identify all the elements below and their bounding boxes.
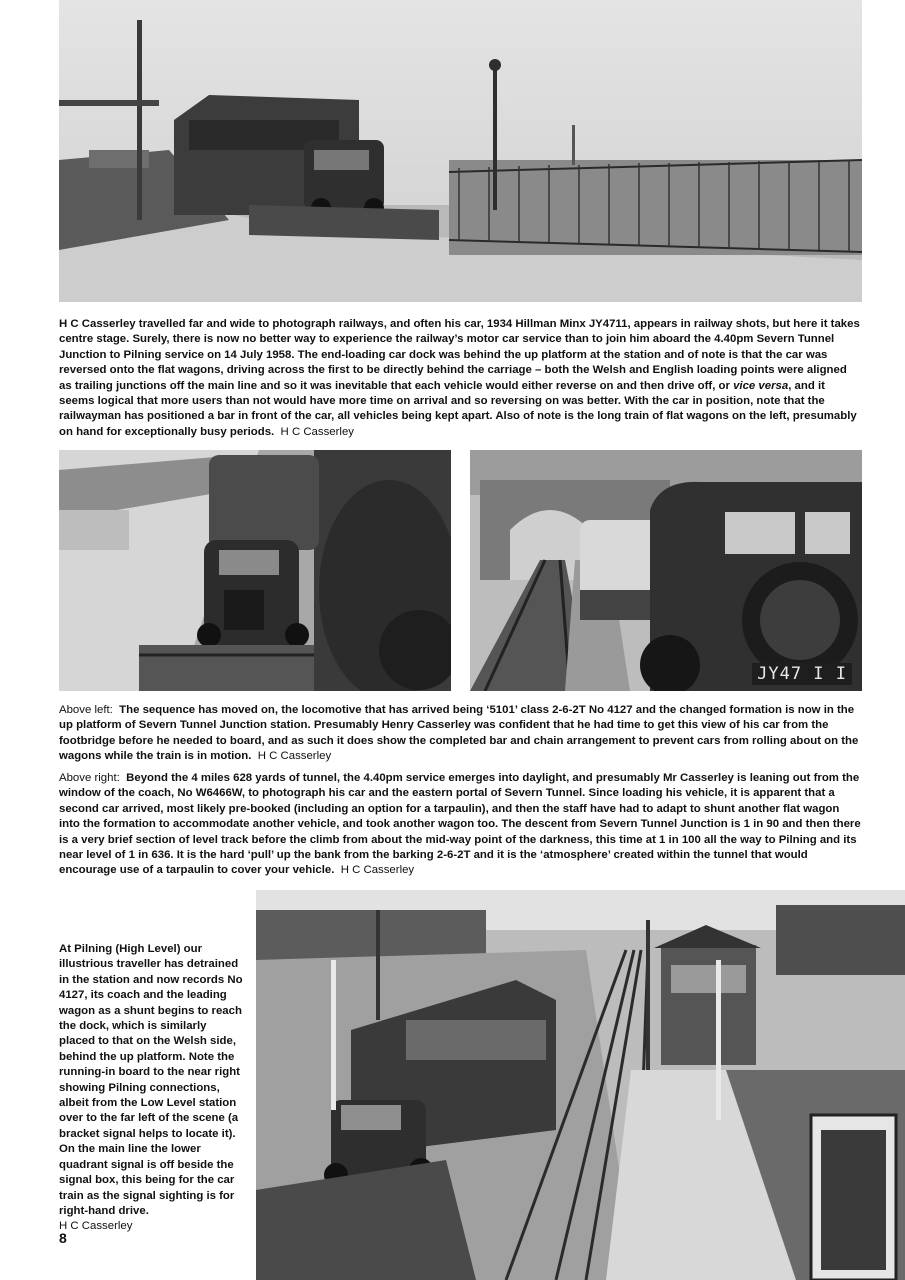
caption-above-right-text: Beyond the 4 miles 628 yards of tunnel, the 4.40pm service emerges into daylight, and presumably Mr Casserley is leaning out from the window of the coach, No W6466W, to photograph his car and the eastern portal of Severn Tunnel. Since loading his vehicle, it is apparent that a second car arrived, most likely pre-booked (including an option for a tarpaulin), and then the staff have had to adapt to shunt another flat wagon into the formation to accommodate another vehicle, and took another wagon too. The descent from Severn Tunnel Junction is 1 in 90 and then there is a very brief section of level track before the climb from about the mid-way point of the darkness, this time at 1 in 100 all the way to Pilning and its near level of 1 in 636. It is the hard ‘pull’ up the bank from the barking 2-6-2T and it is the ‘atmosphere’ created within the tunnel that would encourage use of a tarpaulin to cover your vehicle. [59,772,861,877]
caption-above-left [59,703,862,765]
caption-top [59,317,862,440]
caption-top-italic: vice versa [733,379,789,392]
photo-credit: H C Casserley [340,864,415,877]
caption-bottom-text: At Pilning (High Level) our illustrious traveller has detrained in the station and now records No 4127, its coach and the leading wagon as a shunt begins to reach the dock, which is similarly placed to that on the Welsh side, behind the up platform. Note the running-in board to the near right showing Pilning connections, albeit from the Low Level station over to the far left of the scene (a bracket signal helps to locate it). On the main line the lower quadrant signal is off beside the signal box, this being for the car train as the signal sighting is for right-hand drive. [59,943,243,1217]
photo-credit: H C Casserley [59,1220,133,1233]
photo-pilning-high-level-station [256,890,905,1280]
caption-above-right [59,771,862,879]
caption-top-text-2: , and it seems logical that more users than not would have more time on arrival and so reversing on was better. With the car in position, note that the railwayman has positioned a bar in front of the car, all vehicles being kept apart. Also of note is the long train of flat wagons on the left, presumably on hand for exceptionally busy periods. [59,379,857,438]
caption-above-right-lead: Above right: [59,772,120,784]
caption-bottom [59,942,243,1235]
page-number: 8 [59,1230,67,1246]
photo-car-dock-severn-tunnel-junction [59,0,862,302]
photo-credit: H C Casserley [280,425,354,438]
caption-above-left-text: The sequence has moved on, the locomotive that has arrived being ‘5101’ class 2-6-2T No 4127 and the changed formation is now in the up platform of Severn Tunnel Junction station. Presumably Henry Casserley was confident that he had time to get this view of his car from the footbridge before he needed to board, and as such it does show the completed bar and chain arrangement to prevent cars from rolling about on the wagons while the train is in motion. [59,704,859,763]
photo-severn-tunnel-portal [470,450,862,691]
car-number-plate: JY47 I I [752,663,852,685]
photo-credit: H C Casserley [257,750,332,763]
caption-above-left-lead: Above left: [59,704,113,716]
photo-car-on-flat-wagon [59,450,451,691]
caption-top-text: H C Casserley travelled far and wide to photograph railways, and often his car, 1934 Hillman Minx JY4711, appears in railway shots, but here it takes centre stage. Surely, there is now no better way to experience the railway’s motor car service than to join him aboard the 4.40pm Severn Tunnel Junction to Pilning service on 14 July 1958. The end-loading car dock was behind the up platform at the station and of note is that the car was reversed onto the flat wagons, driving across the first to be directly behind the carriage – both the Welsh and English loading points were aligned as trailing junctions off the main line and so it was inevitable that each vehicle would either reverse on and then drive off, or [59,318,860,392]
